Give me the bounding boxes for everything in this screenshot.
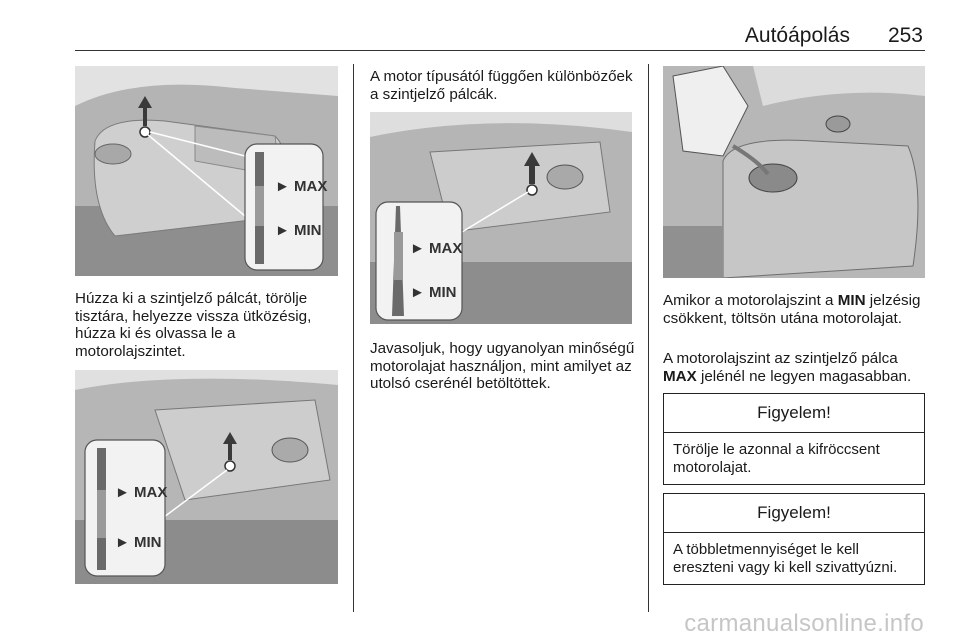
dipstick-max-label-3: ► MAX bbox=[410, 240, 463, 257]
watermark: carmanualsonline.info bbox=[684, 610, 924, 637]
dipstick-min-label-2: ► MIN bbox=[115, 534, 162, 551]
col2-paragraph-top: A motor típusától függően különbözőek a szintjelző pálcák. bbox=[370, 68, 633, 103]
dipstick-min-label-3: ► MIN bbox=[410, 284, 457, 301]
col3-paragraph-2: A motorolajszint az szintjelző pálca MAX jelénél ne legyen magasabban. bbox=[663, 350, 912, 385]
column-divider-2 bbox=[648, 64, 649, 612]
dipstick-max-label-2: ► MAX bbox=[115, 484, 168, 501]
notice-title: Figyelem! bbox=[664, 494, 924, 533]
figure-dipstick-engine-2 bbox=[75, 370, 338, 584]
dipstick-min-label-1: ► MIN bbox=[275, 222, 322, 239]
notice-box-1 bbox=[663, 393, 925, 485]
notice-body: A többletmennyiséget le kell ereszteni vagy ki kell szivattyúzni. bbox=[673, 541, 898, 576]
dipstick-max-label-1: ► MAX bbox=[275, 178, 328, 195]
notice-title: Figyelem! bbox=[664, 394, 924, 433]
figure-dipstick-engine-1 bbox=[75, 66, 338, 276]
col2-paragraph-bottom: Javasoljuk, hogy ugyanolyan minőségű motorolajat használjon, mint amilyet az utolsó cserénél betöltöttek. bbox=[370, 340, 635, 392]
header-rule bbox=[75, 50, 925, 51]
page-number: 253 bbox=[887, 24, 923, 47]
section-title: Autóápolás bbox=[744, 24, 850, 47]
figure-oil-refill bbox=[663, 66, 925, 278]
page-header bbox=[75, 22, 925, 50]
notice-box-2 bbox=[663, 493, 925, 585]
col3-paragraph-1: Amikor a motorolajszint a MIN jelzésig csökkent, töltsön utána motorolajat. bbox=[663, 292, 921, 327]
notice-body: Törölje le azonnal a kifröccsent motorolajat. bbox=[673, 441, 880, 476]
column-divider-1 bbox=[353, 64, 354, 612]
col1-paragraph: Húzza ki a szintjelző pálcát, törölje tisztára, helyezze vissza ütközésig, húzza ki és olvassa le a motorolajszintet. bbox=[75, 290, 312, 360]
